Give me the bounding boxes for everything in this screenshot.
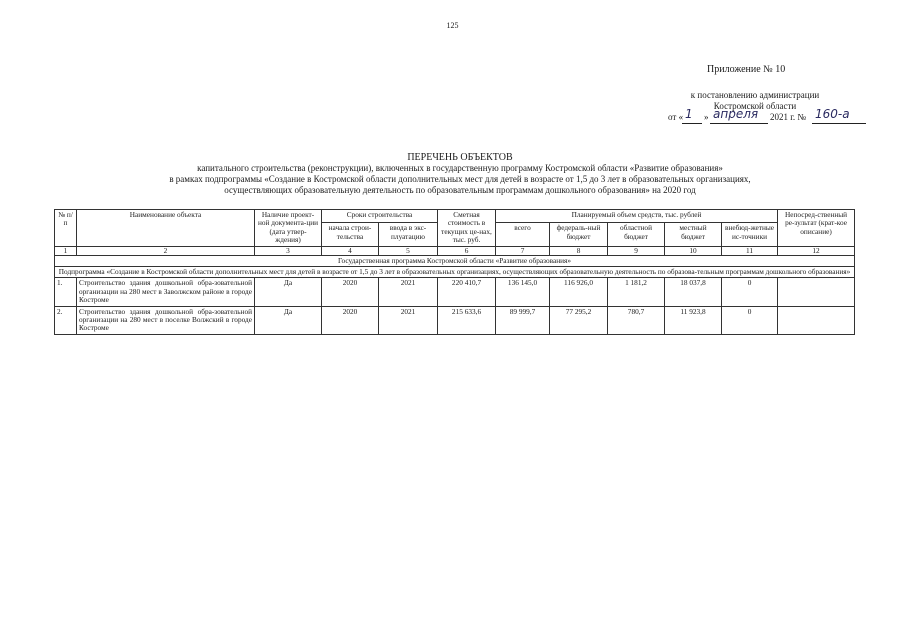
header-cost: Сметная стоимость в текущих це-нах, тыс. руб. [438,210,496,247]
row-cost: 220 410,7 [438,278,496,306]
program-row [55,255,855,266]
row-start: 2020 [322,278,379,306]
title-line-3: осуществляющих образовательную деятельность по образовательным программам дошкольного образования» на 2020 год [224,185,696,195]
document-title [60,152,860,196]
row-extra: 0 [722,306,778,334]
header-name: Наименование объекта [77,210,255,247]
handwritten-month: апреля [713,107,759,121]
row-name: Строительство здания дошкольной обра-зовательной организации на 280 мест в Заволжском районе в городе Костроме [77,278,255,306]
handwritten-day: 1 [685,107,693,121]
row-regional: 1 181,2 [608,278,665,306]
row-total: 136 145,0 [496,278,550,306]
row-num: 1. [55,278,77,306]
column-number: 2 [77,246,255,255]
date-mid: » [704,112,709,122]
row-start: 2020 [322,306,379,334]
header-terms: Сроки строительства [322,210,438,223]
column-number: 5 [379,246,438,255]
header-num: № п/п [55,210,77,247]
header-result: Непосред-ственный ре-зультат (крат-кое описание) [778,210,855,247]
column-number: 8 [550,246,608,255]
header-row-1 [55,210,855,223]
row-commission: 2021 [379,278,438,306]
header-start: начала строи-тельства [322,223,379,246]
annex-title: Приложение № 10 [707,64,786,75]
handwritten-number: 160-а [815,107,850,121]
row-regional: 780,7 [608,306,665,334]
day-underline [682,123,702,124]
row-commission: 2021 [379,306,438,334]
table-row [55,306,855,334]
row-num: 2. [55,306,77,334]
row-cost: 215 633,6 [438,306,496,334]
resolution-reference [640,90,870,126]
column-number: 11 [722,246,778,255]
row-result [778,306,855,334]
row-local: 11 923,8 [665,306,722,334]
column-number: 9 [608,246,665,255]
column-number: 4 [322,246,379,255]
header-regional: областной бюджет [608,223,665,246]
title-line-2: в рамках подпрограммы «Создание в Костромской области дополнительных мест для детей в возрасте от 1,5 до 3 лет в образовательных организациях, [169,174,751,184]
header-local: местный бюджет [665,223,722,246]
column-numbers-row [55,246,855,255]
row-federal: 77 295,2 [550,306,608,334]
header-federal: федераль-ный бюджет [550,223,608,246]
header-total: всего [496,223,550,246]
date-year: 2021 г. № [770,112,807,122]
number-underline [812,123,866,124]
column-number: 7 [496,246,550,255]
subprogram-row [55,267,855,278]
row-local: 18 037,8 [665,278,722,306]
column-number: 6 [438,246,496,255]
date-prefix: от « [668,112,684,122]
row-extra: 0 [722,278,778,306]
title-main: ПЕРЕЧЕНЬ ОБЪЕКТОВ [407,152,513,163]
title-line-1: капитального строительства (реконструкции), включенных в государственную программу Костромской области «Развитие образования» [197,163,723,173]
subprogram-title: Подпрограмма «Создание в Костромской области дополнительных мест для детей в возрасте от 1,5 до 3 лет в образовательных организациях, осуществляющих образовательную деятельность по образова-тельным программам дошкольного образования» [55,267,855,278]
table-row [55,278,855,306]
header-docs: Наличие проект-ной документа-ции (дата утвер-ждения) [255,210,322,247]
row-total: 89 999,7 [496,306,550,334]
program-title: Государственная программа Костромской области «Развитие образования» [55,255,855,266]
reference-line-2: Костромской области [713,101,797,111]
row-federal: 116 926,0 [550,278,608,306]
month-underline [710,123,768,124]
reference-line-1: к постановлению администрации [690,90,820,100]
page-number: 125 [446,21,459,30]
row-result [778,278,855,306]
column-number: 10 [665,246,722,255]
header-commission: ввода в экс-плуатацию [379,223,438,246]
row-docs: Да [255,306,322,334]
column-number: 3 [255,246,322,255]
column-number: 12 [778,246,855,255]
header-extra: внебюд-жетные ис-точники [722,223,778,246]
reference-date-line [640,107,870,126]
row-docs: Да [255,278,322,306]
objects-table [54,209,855,335]
header-planned: Планируемый объем средств, тыс. рублей [496,210,778,223]
column-number: 1 [55,246,77,255]
row-name: Строительство здания дошкольной обра-зовательной организации на 280 мест в поселке Волжский в городе Костроме [77,306,255,334]
